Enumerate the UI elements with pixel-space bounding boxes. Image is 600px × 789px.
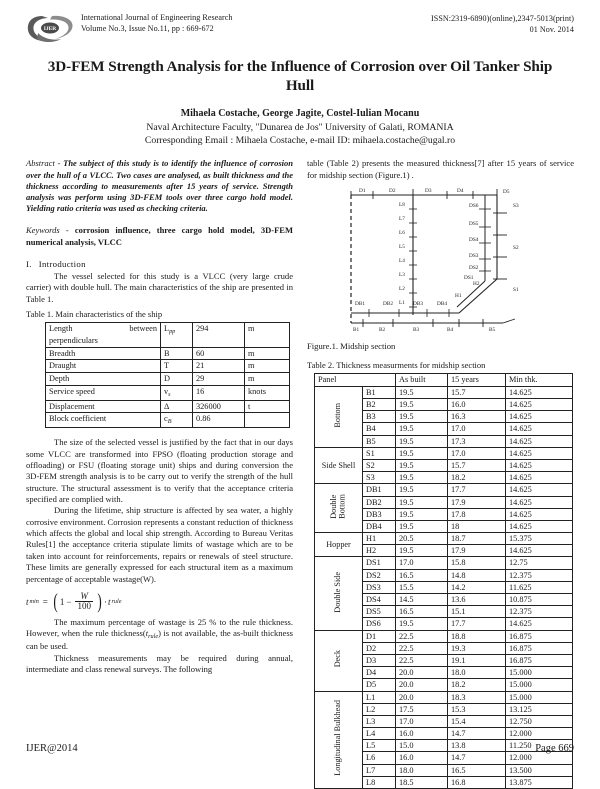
cell-15-years: 17.8 bbox=[448, 508, 506, 520]
cell-panel-id: DS4 bbox=[363, 594, 396, 606]
cell-15-years: 18 bbox=[448, 520, 506, 532]
paragraph-4 bbox=[26, 617, 293, 653]
cell-as-built: 14.5 bbox=[396, 594, 448, 606]
cell-as-built: 19.5 bbox=[396, 496, 448, 508]
cell-panel-id: B1 bbox=[363, 386, 396, 398]
two-column-body bbox=[26, 158, 574, 789]
abstract-block bbox=[26, 158, 293, 214]
cell-panel-id: DS6 bbox=[363, 618, 396, 630]
table-row bbox=[315, 691, 573, 703]
cell-15-years: 18.2 bbox=[448, 472, 506, 484]
cell-as-built: 16.0 bbox=[396, 752, 448, 764]
eq-rhs: t bbox=[107, 596, 111, 607]
cell-panel-id: B2 bbox=[363, 399, 396, 411]
table-header-row bbox=[315, 374, 573, 387]
fig-label-H2: H2 bbox=[473, 281, 480, 287]
cell-15-years: 14.8 bbox=[448, 569, 506, 581]
cell-as-built: 19.5 bbox=[396, 386, 448, 398]
paragraph-5: Thickness measurements may be required during annual, intermediate and class renewal surveys. The following bbox=[26, 652, 293, 675]
cell-value: 21 bbox=[193, 360, 245, 373]
fig-label-B4: B4 bbox=[447, 327, 454, 333]
cell-panel-id: L8 bbox=[363, 776, 396, 788]
cell-param-name: Block coefficient bbox=[46, 413, 161, 428]
table-row bbox=[315, 386, 573, 398]
cell-param-name: Displacement bbox=[46, 400, 161, 413]
t1-r0-name-a: Length bbox=[49, 323, 73, 333]
header-as-built: As built bbox=[396, 374, 448, 387]
eq-fraction bbox=[75, 592, 93, 612]
cell-min-thk: 12.000 bbox=[506, 752, 573, 764]
logo-text: IJER bbox=[43, 26, 57, 32]
eq-dot: · bbox=[103, 596, 107, 607]
cell-min-thk: 16.875 bbox=[506, 630, 573, 642]
keywords-label: Keywords - bbox=[26, 225, 75, 236]
paragraph-3: During the lifetime, ship structure is affected by sea water, a highly corrosive environment. Corrosion represents a constant reduction of thickness which affects the global and local ship strength. According to Bureau Veritas Rules[1] the acceptance criteria stipulate limits of wastage which are to be taken into account for reinforcements, repairs or renewals of steel structure. These limits are generally expressed for each structural item as a maximum percentage of acceptable wastage(W). bbox=[26, 505, 293, 584]
figure-midship-section bbox=[307, 183, 574, 335]
cell-panel-id: DS2 bbox=[363, 569, 396, 581]
cell-panel-id: DS5 bbox=[363, 606, 396, 618]
cell-15-years: 16.3 bbox=[448, 411, 506, 423]
cell-panel-id: DB1 bbox=[363, 484, 396, 496]
cell-min-thk: 12.75 bbox=[506, 557, 573, 569]
cell-panel-id: L7 bbox=[363, 764, 396, 776]
cell-value: 326000 bbox=[193, 400, 245, 413]
eq-rhs-sub: rule bbox=[111, 598, 122, 606]
cell-15-years: 17.7 bbox=[448, 484, 506, 496]
cell-min-thk: 12.375 bbox=[506, 569, 573, 581]
fig-label-DB4: DB4 bbox=[437, 301, 448, 307]
cell-min-thk: 14.625 bbox=[506, 459, 573, 471]
table-row bbox=[46, 347, 290, 360]
cell-15-years: 19.3 bbox=[448, 642, 506, 654]
group-label-hopper: Hopper bbox=[315, 533, 363, 557]
table2-head bbox=[315, 374, 573, 387]
cell-15-years: 15.1 bbox=[448, 606, 506, 618]
cell-15-years: 17.0 bbox=[448, 447, 506, 459]
cell-15-years: 19.1 bbox=[448, 654, 506, 666]
masthead bbox=[26, 12, 574, 47]
right-column bbox=[307, 158, 574, 789]
cell-as-built: 18.0 bbox=[396, 764, 448, 776]
cell-15-years: 18.2 bbox=[448, 679, 506, 691]
cell-min-thk: 13.125 bbox=[506, 703, 573, 715]
cell-as-built: 22.5 bbox=[396, 642, 448, 654]
cell-min-thk: 14.625 bbox=[506, 447, 573, 459]
masthead-right bbox=[431, 12, 574, 35]
cell-as-built: 19.5 bbox=[396, 399, 448, 411]
cell-panel-id: H2 bbox=[363, 545, 396, 557]
cell-unit: m bbox=[245, 360, 290, 373]
fig-label-D2: D2 bbox=[389, 188, 396, 194]
group-label-text: Longitudinal Bulkhead bbox=[333, 700, 343, 777]
cell-as-built: 16.5 bbox=[396, 569, 448, 581]
group-label-double-side bbox=[315, 557, 363, 630]
table-main-characteristics bbox=[45, 322, 290, 428]
eq-lhs: t bbox=[26, 596, 29, 607]
cell-as-built: 19.5 bbox=[396, 447, 448, 459]
cell-min-thk: 14.625 bbox=[506, 545, 573, 557]
cell-symbol: Δ bbox=[161, 400, 193, 413]
cell-min-thk: 16.875 bbox=[506, 654, 573, 666]
group-label-side-shell: Side Shell bbox=[315, 447, 363, 484]
table-row bbox=[315, 447, 573, 459]
page-footer bbox=[26, 743, 574, 754]
cell-min-thk: 16.875 bbox=[506, 642, 573, 654]
cell-symbol: T bbox=[161, 360, 193, 373]
cell-min-thk: 15.375 bbox=[506, 533, 573, 545]
cell-min-thk: 14.625 bbox=[506, 484, 573, 496]
cell-min-thk: 10.875 bbox=[506, 594, 573, 606]
cell-as-built: 17.0 bbox=[396, 715, 448, 727]
t1-r6-sym-sub: B bbox=[167, 418, 172, 426]
table-row bbox=[46, 373, 290, 386]
cell-as-built: 19.5 bbox=[396, 618, 448, 630]
cell-unit: t bbox=[245, 400, 290, 413]
cell-as-built: 15.5 bbox=[396, 581, 448, 593]
cell-15-years: 15.7 bbox=[448, 459, 506, 471]
cell-as-built: 19.5 bbox=[396, 435, 448, 447]
fig-label-DB2: DB2 bbox=[383, 301, 394, 307]
fig-label-D3: D3 bbox=[425, 188, 432, 194]
cell-min-thk: 12.750 bbox=[506, 715, 573, 727]
fig-label-S3: S3 bbox=[513, 203, 519, 209]
cell-panel-id: D4 bbox=[363, 667, 396, 679]
cell-15-years: 14.2 bbox=[448, 581, 506, 593]
footer-right: Page 669 bbox=[535, 743, 574, 754]
cell-15-years: 16.5 bbox=[448, 764, 506, 776]
cell-as-built: 15.0 bbox=[396, 740, 448, 752]
t1-r4-sym: v bbox=[164, 386, 169, 396]
footer-left: IJER@2014 bbox=[26, 743, 78, 754]
paper-title: 3D-FEM Strength Analysis for the Influence of Corrosion over Oil Tanker Ship Hull bbox=[47, 58, 553, 94]
t1-r0-sym: L bbox=[164, 323, 170, 333]
fig-label-L8: L8 bbox=[399, 202, 405, 208]
equation-minimum-thickness bbox=[26, 589, 293, 614]
cell-as-built: 20.0 bbox=[396, 667, 448, 679]
cell-as-built: 17.0 bbox=[396, 557, 448, 569]
cell-min-thk: 14.625 bbox=[506, 435, 573, 447]
eq-lhs-sub: min bbox=[29, 598, 39, 606]
fig-label-B2: B2 bbox=[379, 327, 386, 333]
p4-trule: t bbox=[145, 628, 149, 639]
header-15-years: 15 years bbox=[448, 374, 506, 387]
eq-minus: − bbox=[66, 596, 72, 607]
section-heading-introduction bbox=[26, 259, 293, 269]
journal-volume: Volume No.3, Issue No.11, pp : 669-672 bbox=[81, 23, 214, 33]
fig-label-B3: B3 bbox=[413, 327, 420, 333]
eq-equals: = bbox=[42, 596, 48, 607]
cell-panel-id: DS3 bbox=[363, 581, 396, 593]
eq-denominator: 100 bbox=[77, 601, 91, 612]
keywords-text: corrosion influence, three cargo hold model, 3D-FEM numerical analysis, VLCC bbox=[26, 225, 293, 247]
cell-panel-id: S3 bbox=[363, 472, 396, 484]
cell-15-years: 15.4 bbox=[448, 715, 506, 727]
fig-label-DS5: DS5 bbox=[469, 221, 479, 227]
cell-min-thk: 14.625 bbox=[506, 472, 573, 484]
table1-body bbox=[46, 322, 290, 427]
cell-15-years: 18.3 bbox=[448, 691, 506, 703]
p4-part-b: ) is not available, the as-built thickness can be used. bbox=[26, 628, 293, 652]
cell-symbol bbox=[161, 322, 193, 347]
fig-label-D1: D1 bbox=[359, 188, 366, 194]
cell-as-built: 20.0 bbox=[396, 691, 448, 703]
fig-label-DS4: DS4 bbox=[469, 237, 479, 243]
cell-panel-id: DB3 bbox=[363, 508, 396, 520]
cell-15-years: 15.8 bbox=[448, 557, 506, 569]
cell-15-years: 13.6 bbox=[448, 594, 506, 606]
cell-panel-id: D2 bbox=[363, 642, 396, 654]
fig-label-DS6: DS6 bbox=[469, 203, 479, 209]
group-label-deck bbox=[315, 630, 363, 691]
cell-15-years: 15.3 bbox=[448, 703, 506, 715]
fig-label-DS2: DS2 bbox=[469, 265, 479, 271]
cell-unit: knots bbox=[245, 385, 290, 400]
affiliation: Naval Architecture Faculty, "Dunarea de Jos" University of Galati, ROMANIA bbox=[146, 122, 454, 134]
cell-min-thk: 13.500 bbox=[506, 764, 573, 776]
cell-symbol: B bbox=[161, 347, 193, 360]
group-label-longitudinal-bulkhead bbox=[315, 691, 363, 789]
cell-as-built: 16.0 bbox=[396, 728, 448, 740]
cell-min-thk: 14.625 bbox=[506, 423, 573, 435]
fig-label-D4: D4 bbox=[457, 188, 464, 194]
cell-min-thk: 12.000 bbox=[506, 728, 573, 740]
cell-min-thk: 14.625 bbox=[506, 508, 573, 520]
authors-list: Mihaela Costache, George Jagite, Costel-Iulian Mocanu bbox=[180, 108, 420, 120]
figure1-caption: Figure.1. Midship section bbox=[307, 341, 396, 351]
cell-min-thk: 11.250 bbox=[506, 740, 573, 752]
cell-param-name bbox=[46, 322, 161, 347]
cell-as-built: 17.5 bbox=[396, 703, 448, 715]
p4-part-a: The maximum percentage of wastage is 25 % to the rule thickness. However, when the rule thickness( bbox=[26, 616, 293, 639]
cell-15-years: 16.8 bbox=[448, 776, 506, 788]
fig-label-S2: S2 bbox=[513, 245, 519, 251]
cell-min-thk: 14.625 bbox=[506, 520, 573, 532]
fig-label-B5: B5 bbox=[489, 327, 496, 333]
cell-15-years: 16.0 bbox=[448, 399, 506, 411]
keywords-block bbox=[26, 225, 293, 247]
t1-r0-sym-sub: pp bbox=[169, 327, 176, 335]
group-label-text: Double Side bbox=[333, 571, 343, 613]
cell-symbol bbox=[161, 385, 193, 400]
fig-label-S1: S1 bbox=[513, 287, 519, 293]
cell-15-years: 18.7 bbox=[448, 533, 506, 545]
masthead-left bbox=[26, 12, 232, 44]
cell-min-thk: 11.625 bbox=[506, 581, 573, 593]
table2-caption: Table 2. Thickness measurments for midship section bbox=[307, 360, 486, 370]
cell-15-years: 14.7 bbox=[448, 752, 506, 764]
cell-value: 29 bbox=[193, 373, 245, 386]
midship-section-drawing bbox=[307, 183, 574, 335]
eq-numerator: W bbox=[80, 590, 88, 601]
cell-panel-id: D5 bbox=[363, 679, 396, 691]
cell-min-thk: 14.625 bbox=[506, 496, 573, 508]
cell-param-name: Service speed bbox=[46, 385, 161, 400]
table-row bbox=[46, 413, 290, 428]
t1-r0-name-b: between bbox=[129, 323, 157, 333]
cell-as-built: 18.5 bbox=[396, 776, 448, 788]
table-row bbox=[315, 557, 573, 569]
issn-line: ISSN:2319-6890)(online),2347-5013(print) bbox=[431, 14, 574, 23]
corresponding-email: Corresponding Email : Mihaela Costache, e-mail ID: mihaela.costache@ugal.ro bbox=[144, 135, 456, 147]
left-column bbox=[26, 158, 293, 789]
cell-as-built: 19.5 bbox=[396, 545, 448, 557]
cell-as-built: 19.5 bbox=[396, 472, 448, 484]
cell-15-years: 17.9 bbox=[448, 496, 506, 508]
cell-min-thk: 15.000 bbox=[506, 679, 573, 691]
t1-r6-sym: c bbox=[164, 414, 168, 424]
t1-r0-name-c: perpendiculars bbox=[49, 335, 98, 345]
table-thickness-measurements bbox=[314, 373, 573, 789]
group-label-text: Double Bottom bbox=[328, 494, 347, 519]
table-row bbox=[46, 385, 290, 400]
cell-15-years: 17.0 bbox=[448, 423, 506, 435]
cell-panel-id: B5 bbox=[363, 435, 396, 447]
p4-trule-sub: rule bbox=[148, 633, 159, 641]
fig-label-DB1: DB1 bbox=[355, 301, 366, 307]
fig-label-D5: D5 bbox=[503, 189, 510, 195]
abstract-text: The subject of this study is to identify the influence of corrosion over the hull of a VLCC. Two cases are analysed, as built thickness and the thickness according to measurements after 15 years of service. Strength analysis was perform using 3D-FEM tools over three cargo hold model. Yielding ratio criteria was used as checking criteria. bbox=[26, 158, 293, 214]
header-panel: Panel bbox=[315, 374, 396, 387]
eq-one: 1 bbox=[59, 596, 65, 607]
cell-panel-id: L3 bbox=[363, 715, 396, 727]
cell-panel-id: D3 bbox=[363, 654, 396, 666]
cell-panel-id: S2 bbox=[363, 459, 396, 471]
cell-min-thk: 14.625 bbox=[506, 386, 573, 398]
fig-label-L7: L7 bbox=[399, 216, 405, 222]
cell-value: 294 bbox=[193, 322, 245, 347]
cell-as-built: 22.5 bbox=[396, 630, 448, 642]
fig-label-L2: L2 bbox=[399, 286, 405, 292]
paragraph-2: The size of the selected vessel is justified by the fact that in our days some VLCC are transformed into FPSO (floating production storage and offloading) or FSU (floating storage unit) ships and during conversion the 3D-FEM strength analysis is to be carry out to verify the strength of the hull structure. The structural assessment is to verify that the acceptance criteria specified are complied with. bbox=[26, 437, 293, 505]
fig-label-DS3: DS3 bbox=[469, 253, 479, 259]
table2-body bbox=[315, 386, 573, 788]
cell-as-built: 19.5 bbox=[396, 459, 448, 471]
cell-as-built: 20.0 bbox=[396, 679, 448, 691]
cell-unit: m bbox=[245, 322, 290, 347]
cell-panel-id: L4 bbox=[363, 728, 396, 740]
cell-panel-id: D1 bbox=[363, 630, 396, 642]
cell-min-thk: 13.875 bbox=[506, 776, 573, 788]
section-title: Introduction bbox=[38, 258, 86, 269]
cell-min-thk: 15.000 bbox=[506, 691, 573, 703]
table-row bbox=[315, 630, 573, 642]
cell-panel-id: L1 bbox=[363, 691, 396, 703]
table-row bbox=[46, 322, 290, 347]
cell-value: 0.86 bbox=[193, 413, 245, 428]
table-row bbox=[46, 400, 290, 413]
group-label-text: Deck bbox=[333, 650, 343, 668]
fig-label-L5: L5 bbox=[399, 244, 405, 250]
eq-paren-close: ) bbox=[97, 589, 102, 614]
cell-panel-id: B4 bbox=[363, 423, 396, 435]
cell-15-years: 13.8 bbox=[448, 740, 506, 752]
cell-min-thk: 14.625 bbox=[506, 411, 573, 423]
cell-as-built: 16.5 bbox=[396, 606, 448, 618]
cell-15-years: 15.7 bbox=[448, 386, 506, 398]
cell-panel-id: L6 bbox=[363, 752, 396, 764]
cell-unit bbox=[245, 413, 290, 428]
section-number: I. bbox=[26, 258, 32, 269]
cell-value: 60 bbox=[193, 347, 245, 360]
fig-label-L3: L3 bbox=[399, 272, 405, 278]
fig-label-H1: H1 bbox=[455, 293, 462, 299]
cell-min-thk: 14.625 bbox=[506, 399, 573, 411]
table-row bbox=[315, 484, 573, 496]
cell-panel-id: DB2 bbox=[363, 496, 396, 508]
group-label-text: Bottom bbox=[333, 402, 343, 428]
publication-date: 01 Nov. 2014 bbox=[529, 24, 574, 34]
cell-as-built: 19.5 bbox=[396, 423, 448, 435]
header-min-thk: Min thk. bbox=[506, 374, 573, 387]
cell-panel-id: S1 bbox=[363, 447, 396, 459]
cell-symbol: D bbox=[161, 373, 193, 386]
paragraph-1: The vessel selected for this study is a VLCC (very large crude carrier) with double hull. The main characteristics of the ship are presented in Table 1. bbox=[26, 270, 293, 304]
cell-as-built: 22.5 bbox=[396, 654, 448, 666]
cell-panel-id: H1 bbox=[363, 533, 396, 545]
cell-param-name: Draught bbox=[46, 360, 161, 373]
cell-15-years: 18.8 bbox=[448, 630, 506, 642]
table1-caption: Table 1. Main characteristics of the ship bbox=[26, 308, 163, 319]
cell-as-built: 20.5 bbox=[396, 533, 448, 545]
cell-unit: m bbox=[245, 373, 290, 386]
fig-label-L6: L6 bbox=[399, 230, 405, 236]
fig-label-L1: L1 bbox=[399, 300, 405, 306]
abstract-label: Abstract - bbox=[26, 158, 64, 169]
cell-panel-id: DB4 bbox=[363, 520, 396, 532]
cell-as-built: 19.5 bbox=[396, 508, 448, 520]
cell-value: 16 bbox=[193, 385, 245, 400]
cell-15-years: 14.7 bbox=[448, 728, 506, 740]
eq-paren-open: ( bbox=[53, 589, 58, 614]
paragraph-6: table (Table 2) presents the measured thickness[7] after 15 years of service for midship section (Figure.1) . bbox=[307, 158, 574, 180]
cell-15-years: 18.0 bbox=[448, 667, 506, 679]
cell-min-thk: 12.375 bbox=[506, 606, 573, 618]
table-row bbox=[46, 360, 290, 373]
cell-as-built: 19.5 bbox=[396, 484, 448, 496]
cell-panel-id: L5 bbox=[363, 740, 396, 752]
fig-label-DB3: DB3 bbox=[413, 301, 424, 307]
table-row bbox=[315, 533, 573, 545]
cell-15-years: 17.9 bbox=[448, 545, 506, 557]
cell-panel-id: B3 bbox=[363, 411, 396, 423]
cell-symbol bbox=[161, 413, 193, 428]
journal-logo-icon bbox=[26, 13, 74, 44]
cell-min-thk: 15.000 bbox=[506, 667, 573, 679]
cell-param-name: Depth bbox=[46, 373, 161, 386]
cell-panel-id: L2 bbox=[363, 703, 396, 715]
cell-unit: m bbox=[245, 347, 290, 360]
cell-min-thk: 14.625 bbox=[506, 618, 573, 630]
cell-15-years: 17.7 bbox=[448, 618, 506, 630]
journal-identity bbox=[81, 12, 232, 34]
cell-panel-id: DS1 bbox=[363, 557, 396, 569]
journal-name: International Journal of Engineering Research bbox=[81, 13, 233, 22]
cell-15-years: 17.3 bbox=[448, 435, 506, 447]
cell-param-name: Breadth bbox=[46, 347, 161, 360]
group-label-bottom bbox=[315, 386, 363, 447]
t1-r4-sym-sub: s bbox=[168, 390, 171, 398]
group-label-double-bottom bbox=[315, 484, 363, 533]
fig-label-L4: L4 bbox=[399, 258, 405, 264]
cell-as-built: 19.5 bbox=[396, 411, 448, 423]
fig-label-B1: B1 bbox=[353, 327, 360, 333]
fig-label-DS1: DS1 bbox=[464, 275, 474, 281]
cell-as-built: 19.5 bbox=[396, 520, 448, 532]
